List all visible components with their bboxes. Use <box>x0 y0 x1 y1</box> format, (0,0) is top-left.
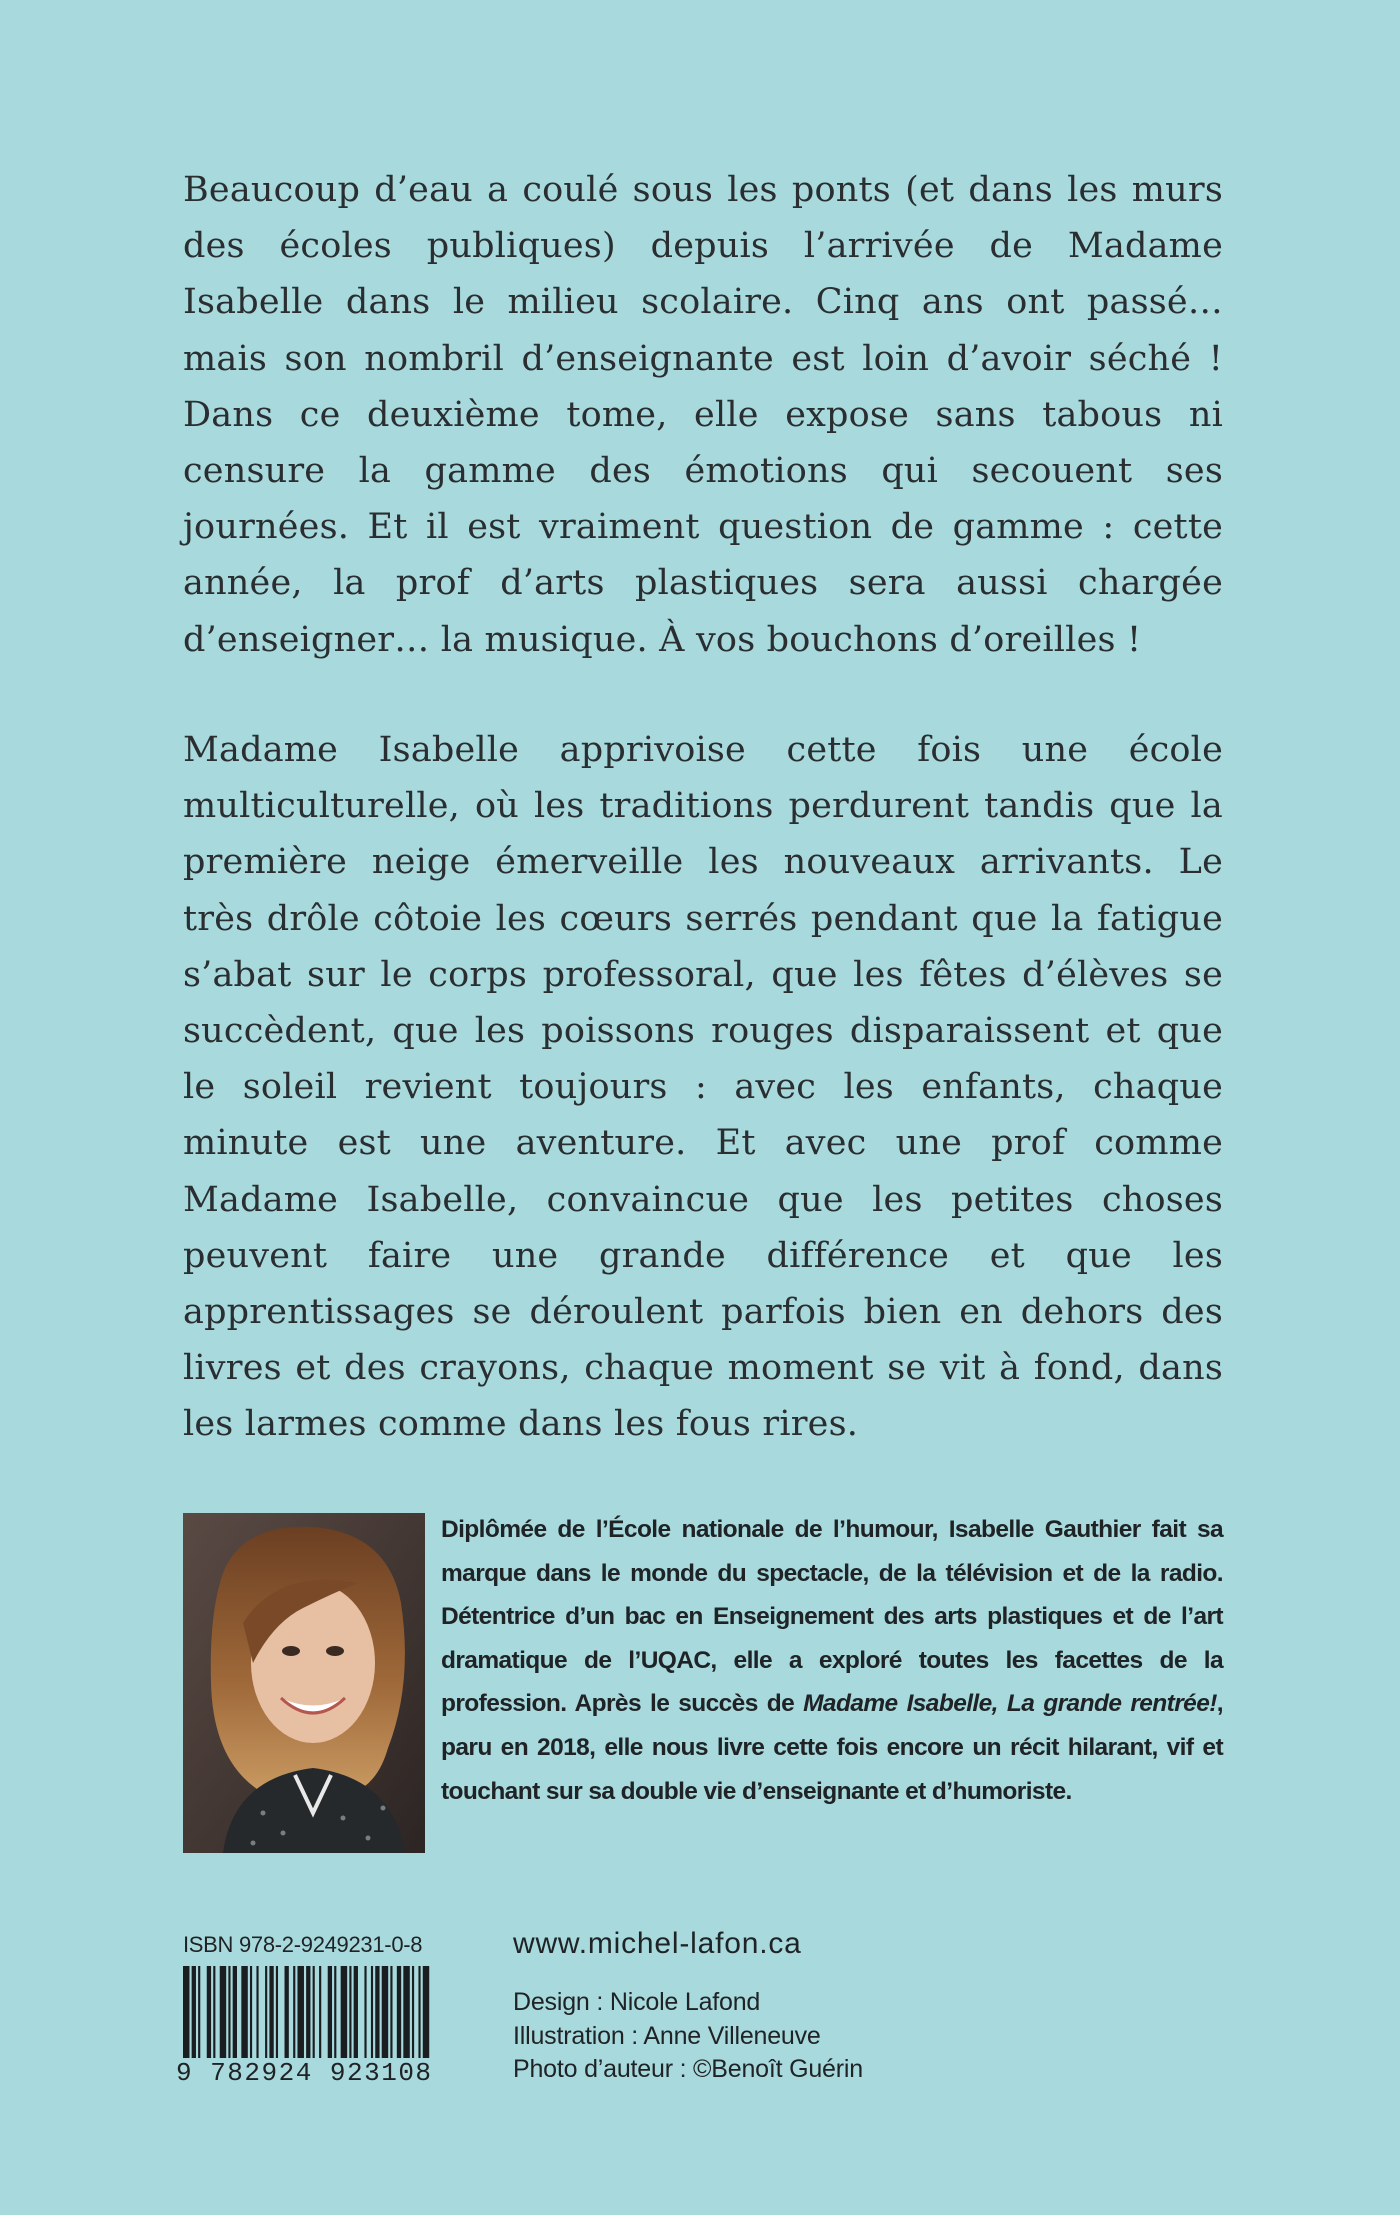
blurb-paragraph-1: Beaucoup d’eau a coulé sous les ponts (et dans les murs des écoles publiques) depuis l’arrivée de Madame Isabelle dans le milieu scolaire. Cinq ans ont passé… mais son nombril d’enseignante est loin d’avoir séché ! Dans ce deuxième tome, elle expose sans tabous ni censure la gamme des émotions qui secouent ses journées. Et il est vraiment question de gamme : cette année, la prof d’arts plastiques sera aussi chargée d’enseigner… la musique. À vos bouchons d’oreilles ! <box>183 170 1223 660</box>
publisher-website[interactable]: www.michel-lafon.ca <box>513 1927 802 1960</box>
credit-illustration: Illustration : Anne Villeneuve <box>513 2021 821 2050</box>
blurb-paragraph-2: Madame Isabelle apprivoise cette fois une école multiculturelle, où les traditions perdurent tandis que la première neige émerveille les nouveaux arrivants. Le très drôle côtoie les cœurs serrés pendant que la fatigue s’abat sur le corps professoral, que les fêtes d’élèves se succèdent, que les poissons rouges disparaissent et que le soleil revient toujours : avec les enfants, chaque minute est une aventure. Et avec une prof comme Madame Isabelle, convaincue que les petites choses peuvent faire une grande différence et que les apprentissages se déroulent parfois bien en dehors des livres et des crayons, chaque moment se vit à fond, dans les larmes comme dans les fous rires. <box>183 730 1223 1445</box>
author-bio-text-1: Diplômée de l’École nationale de l’humour, Isabelle Gauthier fait sa marque dans le monde du spectacle, de la télévision et de la radio. Détentrice d’un bac en Enseignement des arts plastiques et de l’art dramatique de l’UQAC, elle a exploré toutes les facettes de la profession. Après le succès de <box>441 1516 1223 1718</box>
author-bio-book-title: Madame Isabelle, La grande rentrée! <box>803 1690 1217 1718</box>
credits <box>513 1986 863 2087</box>
author-bio <box>441 1508 1223 1813</box>
author-bio-text-2: , paru en 2018, elle nous livre cette fois encore un récit hilarant, vif et touchant sur sa double vie d’enseignante et d’humoriste. <box>441 1690 1223 1805</box>
isbn-number: ISBN 978-2-9249231-0-8 <box>183 1932 423 1957</box>
barcode-digits: 9 782924 923108 <box>176 2058 433 2088</box>
author-photo <box>183 1513 425 1853</box>
credit-photo: Photo d’auteur : ©Benoît Guérin <box>513 2055 863 2084</box>
credit-design: Design : Nicole Lafond <box>513 1988 761 2016</box>
